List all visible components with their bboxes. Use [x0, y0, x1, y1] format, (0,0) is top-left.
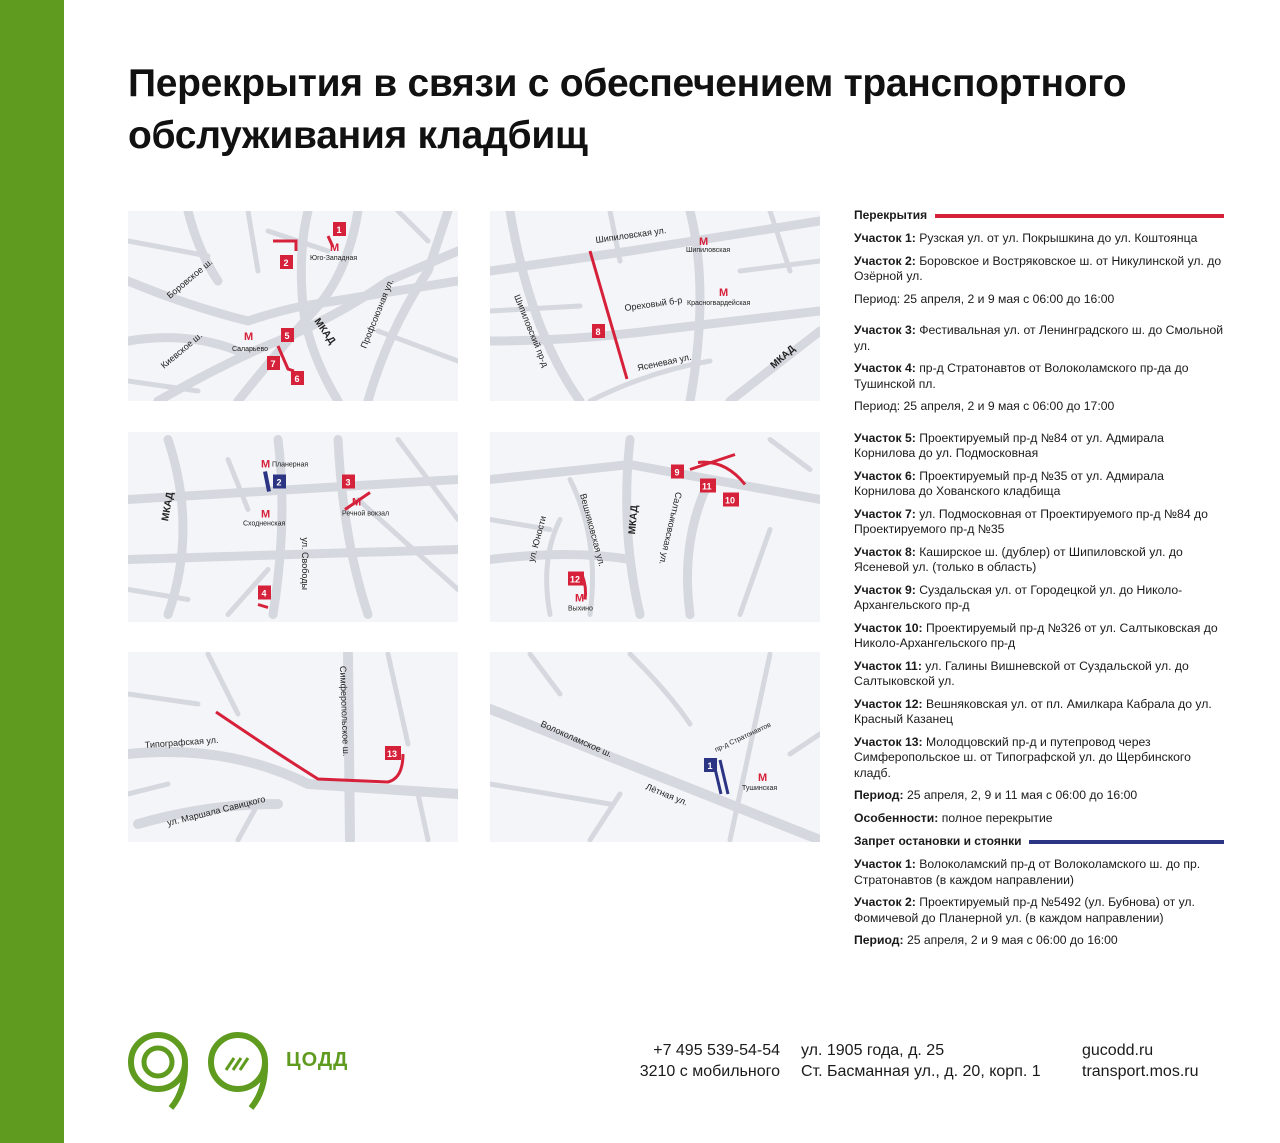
closure-entry: Участок 11: ул. Галины Вишневской от Суздальской ул. до Салтыковской ул. — [854, 658, 1189, 688]
svg-text:Лётная ул.: Лётная ул. — [644, 781, 690, 808]
closure-entry: Участок 4: пр-д Стратонавтов от Волоколамского пр-да до Тушинской пл. — [854, 361, 1189, 391]
metro-icon: М — [330, 242, 340, 254]
svg-text:пр-д Стратонавтов: пр-д Стратонавтов — [713, 721, 773, 754]
svg-text:Выхино: Выхино — [568, 605, 593, 613]
metro-icon: М — [261, 508, 271, 521]
badge — [342, 475, 355, 489]
badge — [592, 324, 605, 338]
badge — [291, 371, 304, 385]
svg-text:9: 9 — [674, 467, 680, 478]
period-text: Период: 25 апреля, 2 и 9 мая с 06:00 до 17:00 — [854, 399, 1115, 413]
metro-icon: М — [244, 331, 254, 343]
closure-entry: Участок 6: Проектируемый пр-д №35 от ул. Адмирала Корнилова до Хованского кладбища — [854, 468, 1164, 498]
svg-text:ул. Юности: ул. Юности — [526, 514, 549, 564]
metro-icon: М — [261, 458, 271, 471]
badge — [723, 493, 739, 507]
closure-entry: Участок 3: Фестивальная ул. от Ленинградского ш. до Смольной ул. — [854, 323, 1224, 353]
metro-icon: М — [719, 287, 729, 299]
closure-entry: Участок 2: Боровское и Востряковское ш. от Никулинской ул. до Озёрной ул. — [854, 253, 1222, 283]
svg-text:Шипиловский пр-д: Шипиловский пр-д — [512, 293, 551, 369]
svg-text:13: 13 — [387, 749, 398, 759]
svg-text:1: 1 — [336, 225, 342, 235]
svg-text:Ореховый б-р: Ореховый б-р — [623, 294, 683, 313]
map-6 — [490, 652, 820, 842]
period-text: Период: 25 апреля, 2, 9 и 11 мая с 06:00 до 16:00 — [854, 788, 1138, 802]
svg-text:Боровское ш.: Боровское ш. — [164, 256, 215, 301]
svg-text:10: 10 — [725, 495, 736, 506]
svg-text:МКАД: МКАД — [160, 491, 177, 523]
legend — [854, 207, 1224, 956]
period-text: Период: 25 апреля, 2 и 9 мая с 06:00 до 16:00 — [854, 933, 1118, 947]
svg-text:Сходненская: Сходненская — [243, 520, 286, 528]
map-1 — [128, 211, 458, 401]
svg-text:Саларьево: Саларьево — [232, 346, 268, 353]
svg-text:Красногвардейская: Красногвардейская — [687, 300, 751, 307]
svg-text:Юго-Западная: Юго-Западная — [310, 255, 358, 262]
phone-number[interactable]: +7 495 539-54-54 — [653, 1042, 780, 1059]
closure-entry: Участок 5: Проектируемый пр-д №84 от ул. Адмирала Корнилова до ул. Подмосковная — [854, 430, 1164, 460]
badge — [704, 758, 717, 772]
closure-entry: Участок 7: ул. Подмосковная от Проектируемого пр-д №84 до Проектируемого пр-д №35 — [854, 506, 1208, 536]
period-text: Период: 25 апреля, 2 и 9 мая с 06:00 до 16:00 — [854, 291, 1115, 306]
svg-text:1: 1 — [707, 761, 713, 771]
parking-entry: Участок 1: Волоколамский пр-д от Волоколамского ш. до пр. Стратонавтов (в каждом направлении) — [854, 857, 1201, 887]
badge — [385, 746, 401, 760]
svg-text:МКАД: МКАД — [311, 316, 338, 347]
closure-entry: Участок 13: Молодцовский пр-д и путепровод через Симферопольское ш. от Типографской ул. до Щербинского кладб. — [854, 734, 1191, 780]
svg-text:Симферопольское ш.: Симферопольское ш. — [338, 665, 352, 757]
page-title: Перекрытия в связи с обеспечением транспортного обслуживания кладбищ — [128, 62, 1127, 157]
svg-text:Тушинская: Тушинская — [742, 785, 778, 792]
svg-text:7: 7 — [270, 359, 276, 369]
metro-icon: М — [699, 236, 709, 248]
svg-text:МКАД: МКАД — [627, 504, 641, 535]
badge — [333, 222, 346, 236]
svg-text:5: 5 — [284, 331, 290, 341]
logo-icon — [126, 1030, 196, 1112]
badge — [273, 475, 286, 489]
svg-text:12: 12 — [570, 574, 581, 585]
svg-text:Речной вокзал: Речной вокзал — [342, 510, 390, 518]
badge — [568, 572, 584, 586]
badge — [258, 586, 271, 600]
contact-address: ул. 1905 года, д. 25 Ст. Басманная ул., д. 20, корп. 1 — [801, 1042, 1041, 1080]
svg-text:Профсоюзная ул.: Профсоюзная ул. — [358, 277, 396, 350]
badge — [700, 479, 716, 493]
site-link[interactable]: transport.mos.ru — [1082, 1063, 1199, 1080]
badge — [267, 356, 280, 370]
map-4 — [490, 432, 820, 622]
svg-text:ул. Свободы: ул. Свободы — [300, 537, 310, 590]
closure-entry: Участок 8: Каширское ш. (дублер) от Шипиловской ул. до Ясеневой ул. (только в область) — [854, 544, 1183, 574]
svg-text:ул. Маршала Савицкого: ул. Маршала Савицкого — [166, 793, 267, 828]
closure-entry: Участок 10: Проектируемый пр-д №326 от ул. Салтыковская до Николо-Архангельского пр-д — [854, 620, 1218, 650]
svg-text:Киевское ш.: Киевское ш. — [158, 330, 205, 371]
map-3 — [128, 432, 458, 622]
features-text: Особенности: полное перекрытие — [854, 810, 1053, 825]
svg-text:Салтыковская ул.: Салтыковская ул. — [657, 491, 684, 566]
badge — [671, 465, 684, 479]
svg-text:4: 4 — [261, 588, 267, 599]
svg-text:Ясеневая ул.: Ясеневая ул. — [636, 351, 693, 373]
svg-text:2: 2 — [283, 258, 289, 268]
svg-text:Типографская ул.: Типографская ул. — [144, 734, 219, 750]
svg-text:Планерная: Планерная — [272, 461, 309, 469]
logo-text: ЦОДД — [286, 1049, 349, 1071]
svg-text:8: 8 — [595, 327, 601, 337]
svg-text:Волоколамское ш.: Волоколамское ш. — [539, 718, 614, 760]
svg-text:2: 2 — [276, 477, 282, 488]
closure-line-swatch — [935, 214, 1224, 218]
badge — [280, 255, 293, 269]
metro-icon: М — [758, 772, 768, 784]
parking-entry: Участок 2: Проектируемый пр-д №5492 (ул. Бубнова) от ул. Фомичевой до Планерной ул. (в каждом направлении) — [854, 895, 1195, 925]
closures-heading: Перекрытия — [854, 207, 1224, 225]
svg-text:Вешняковская ул.: Вешняковская ул. — [578, 492, 608, 568]
svg-text:Шипиловская ул.: Шипиловская ул. — [594, 225, 667, 245]
parking-heading: Запрет остановки и стоянки — [854, 833, 1224, 851]
svg-text:Шипиловская: Шипиловская — [686, 247, 731, 254]
closure-entry: Участок 1: Рузская ул. от ул. Покрышкина до ул. Коштоянца — [854, 231, 1198, 245]
metro-icon: М — [575, 592, 585, 605]
svg-text:3: 3 — [345, 477, 351, 488]
contact-sites — [1082, 1040, 1198, 1082]
svg-text:11: 11 — [702, 481, 712, 492]
svg-text:МКАД: МКАД — [768, 343, 798, 372]
accent-stripe — [0, 0, 64, 1143]
map-5 — [128, 652, 458, 842]
svg-text:6: 6 — [294, 374, 300, 384]
metro-icon: М — [352, 496, 362, 509]
map-2 — [490, 211, 820, 401]
closure-entry: Участок 9: Суздальская ул. от Городецкой ул. до Николо-Архангельского пр-д — [854, 582, 1183, 612]
badge — [281, 328, 294, 342]
logo-mark-icon — [206, 1030, 276, 1112]
short-number: 3210 с мобильного — [639, 1063, 780, 1080]
parking-line-swatch — [1029, 840, 1224, 844]
closure-entry: Участок 12: Вешняковская ул. от пл. Амилкара Кабрала до ул. Красный Казанец — [854, 696, 1212, 726]
contact-phone — [612, 1040, 780, 1082]
site-link[interactable]: gucodd.ru — [1082, 1042, 1154, 1059]
